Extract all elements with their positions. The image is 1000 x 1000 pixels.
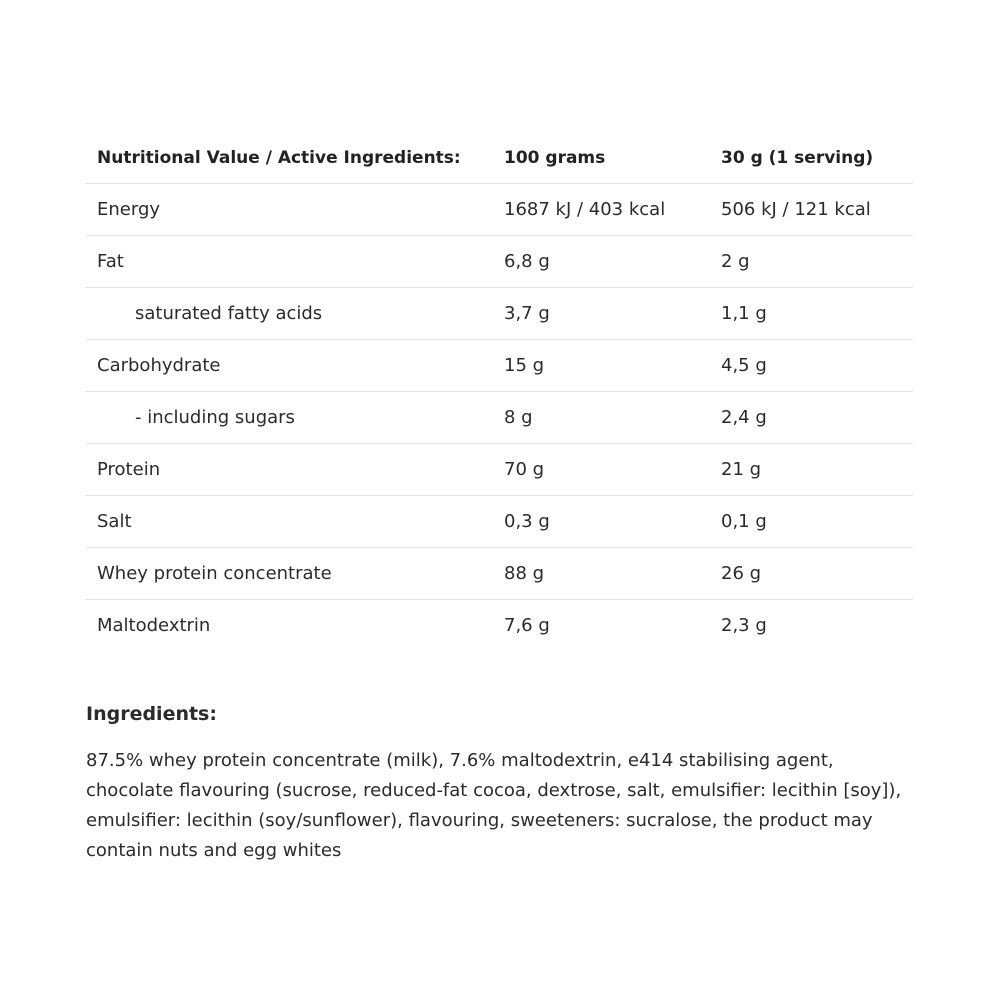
table-row	[86, 288, 913, 340]
table-row	[86, 236, 913, 288]
table-row	[86, 444, 913, 496]
table-row	[86, 184, 913, 236]
value-per-100g: 70 g	[493, 444, 710, 496]
nutrient-name: Whey protein concentrate	[86, 548, 493, 600]
table-header-row	[86, 132, 913, 184]
header-per-100g: 100 grams	[493, 132, 710, 184]
value-per-100g: 3,7 g	[493, 288, 710, 340]
table-row	[86, 392, 913, 444]
value-per-serving: 26 g	[710, 548, 913, 600]
value-per-100g: 0,3 g	[493, 496, 710, 548]
table-row	[86, 496, 913, 548]
table-row	[86, 548, 913, 600]
nutrient-name: Fat	[86, 236, 493, 288]
nutrient-name: Energy	[86, 184, 493, 236]
value-per-serving: 2,3 g	[721, 615, 767, 636]
value-per-100g: 7,6 g	[504, 615, 550, 636]
nutrition-table	[86, 132, 913, 651]
value-per-serving: 2,4 g	[710, 392, 913, 444]
value-per-serving: 4,5 g	[710, 340, 913, 392]
table-row	[86, 340, 913, 392]
header-per-serving: 30 g (1 serving)	[710, 132, 913, 184]
table-row	[86, 600, 913, 652]
value-per-serving: 0,1 g	[710, 496, 913, 548]
nutrient-name: Carbohydrate	[86, 340, 493, 392]
value-per-serving: 1,1 g	[710, 288, 913, 340]
ingredients-heading: Ingredients:	[86, 703, 217, 725]
ingredients-text: 87.5% whey protein concentrate (milk), 7.6% maltodextrin, e414 stabilising agent, chocolate flavouring (sucrose, reduced-fat cocoa, dextrose, salt, emulsifier: lecithin [soy]), emulsifier: lecithin (soy/sunflower), flavouring, sweeteners: sucralose, the product may contain nuts and egg whites	[86, 750, 902, 861]
value-per-100g: 6,8 g	[493, 236, 710, 288]
nutrient-name: Salt	[86, 496, 493, 548]
header-nutrient: Nutritional Value / Active Ingredients:	[86, 132, 493, 184]
value-per-100g: 15 g	[493, 340, 710, 392]
value-per-100g: 1687 kJ / 403 kcal	[493, 184, 710, 236]
value-per-serving: 2 g	[710, 236, 913, 288]
nutrient-name: Protein	[86, 444, 493, 496]
value-per-serving: 506 kJ / 121 kcal	[710, 184, 913, 236]
nutrient-name: Maltodextrin	[97, 615, 211, 636]
value-per-100g: 88 g	[493, 548, 710, 600]
value-per-serving: 21 g	[710, 444, 913, 496]
nutrient-name: saturated fatty acids	[86, 288, 493, 340]
nutrient-name: - including sugars	[86, 392, 493, 444]
value-per-100g: 8 g	[493, 392, 710, 444]
